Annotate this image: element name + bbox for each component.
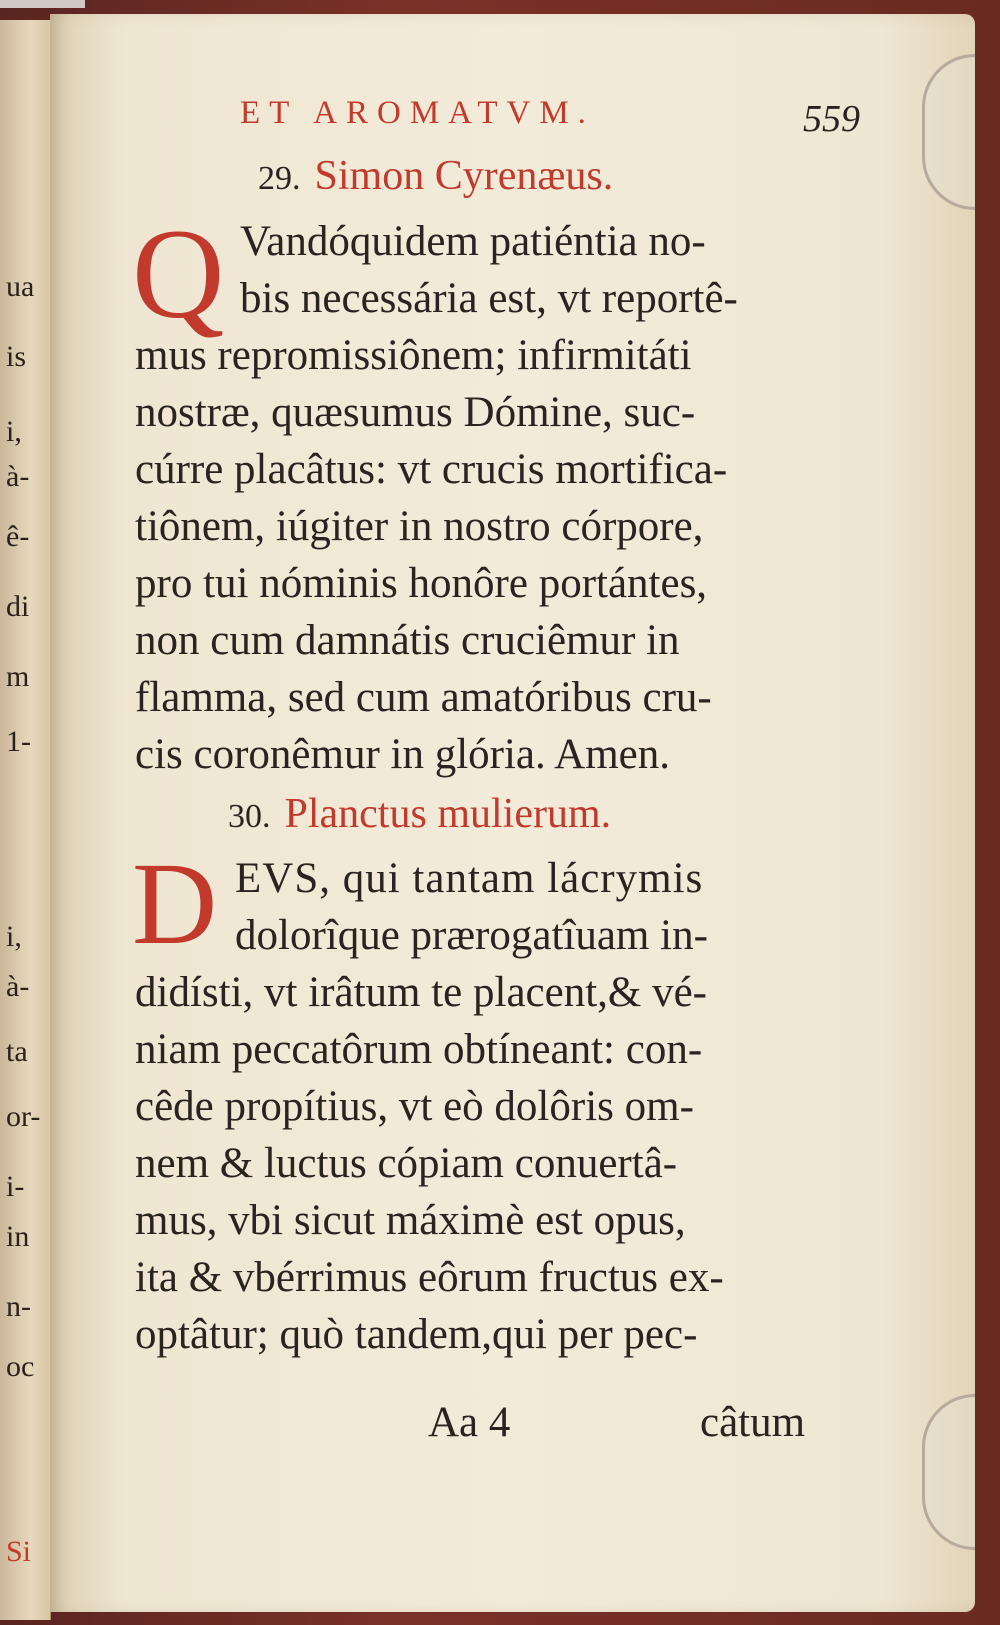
page-number: 559 <box>803 98 860 140</box>
section-number: 29. <box>258 160 301 197</box>
left-fragment: i- <box>6 1170 25 1203</box>
left-fragment: di <box>6 590 30 623</box>
text-line: optâtur; quò tandem,qui per pec- <box>135 1311 698 1358</box>
catchword: câtum <box>700 1399 806 1446</box>
section-heading-29 <box>258 152 613 200</box>
text-line: mus, vbi sicut máximè est opus, <box>135 1197 686 1244</box>
left-fragment: oc <box>6 1350 35 1383</box>
left-fragment: i, <box>6 415 22 448</box>
running-head: ET AROMATVM. <box>240 95 595 131</box>
left-page <box>0 20 51 1620</box>
text-line: pro tui nóminis honôre portántes, <box>135 560 708 607</box>
left-fragment: à- <box>6 970 30 1003</box>
section-title: Planctus mulierum. <box>284 791 612 837</box>
text-line: flamma, sed cum amatóribus cru- <box>135 674 712 721</box>
text-line: cis coronêmur in glória. Amen. <box>135 731 670 778</box>
left-fragment: n- <box>6 1290 31 1323</box>
text-line: ita & vbérrimus eôrum fructus ex- <box>135 1254 724 1301</box>
left-fragment: 1- <box>6 725 31 758</box>
drop-cap-d: D <box>132 838 218 969</box>
left-fragment: or- <box>6 1100 41 1133</box>
upper-clasp <box>922 54 975 210</box>
left-fragment: ta <box>6 1035 28 1068</box>
left-fragment: ê- <box>6 520 30 553</box>
section-title: Simon Cyrenæus. <box>314 153 614 199</box>
left-fragment: Si <box>6 1535 32 1568</box>
drop-cap-q: Q <box>132 203 225 345</box>
text-line: mus repromissiônem; infirmitáti <box>135 332 692 379</box>
text-line: nem & luctus cópiam conuertâ- <box>135 1140 678 1187</box>
text-line: niam peccatôrum obtíneant: con- <box>135 1026 703 1073</box>
left-fragment: i, <box>6 920 22 953</box>
text-line: tiônem, iúgiter in nostro córpore, <box>135 503 704 550</box>
section-number: 30. <box>228 798 271 835</box>
text-line: bis necessária est, vt reportê- <box>240 275 738 322</box>
left-fragment: in <box>6 1220 30 1253</box>
text-line: didísti, vt irâtum te placent,& vé- <box>135 969 707 1016</box>
text-line: nostræ, quæsumus Dómine, suc- <box>135 389 696 436</box>
left-fragment: m <box>6 660 30 693</box>
text-line: Vandóquidem patiéntia no- <box>240 218 706 265</box>
text-line: EVS, qui tantam lácrymis <box>235 855 704 902</box>
left-fragment: is <box>6 340 27 373</box>
left-fragment: à- <box>6 460 30 493</box>
library-tab <box>0 0 85 8</box>
section-heading-30 <box>228 790 611 838</box>
left-fragment: ua <box>6 270 35 303</box>
text-line: cúrre placâtus: vt crucis mortifica- <box>135 446 728 493</box>
page-header <box>240 95 860 145</box>
text-line: cêde propítius, vt eò dolôris om- <box>135 1083 694 1130</box>
text-line: non cum damnátis cruciêmur in <box>135 617 680 664</box>
signature-mark: Aa 4 <box>428 1399 511 1446</box>
lower-clasp <box>922 1394 975 1550</box>
text-line: dolorîque prærogatîuam in- <box>235 912 708 959</box>
